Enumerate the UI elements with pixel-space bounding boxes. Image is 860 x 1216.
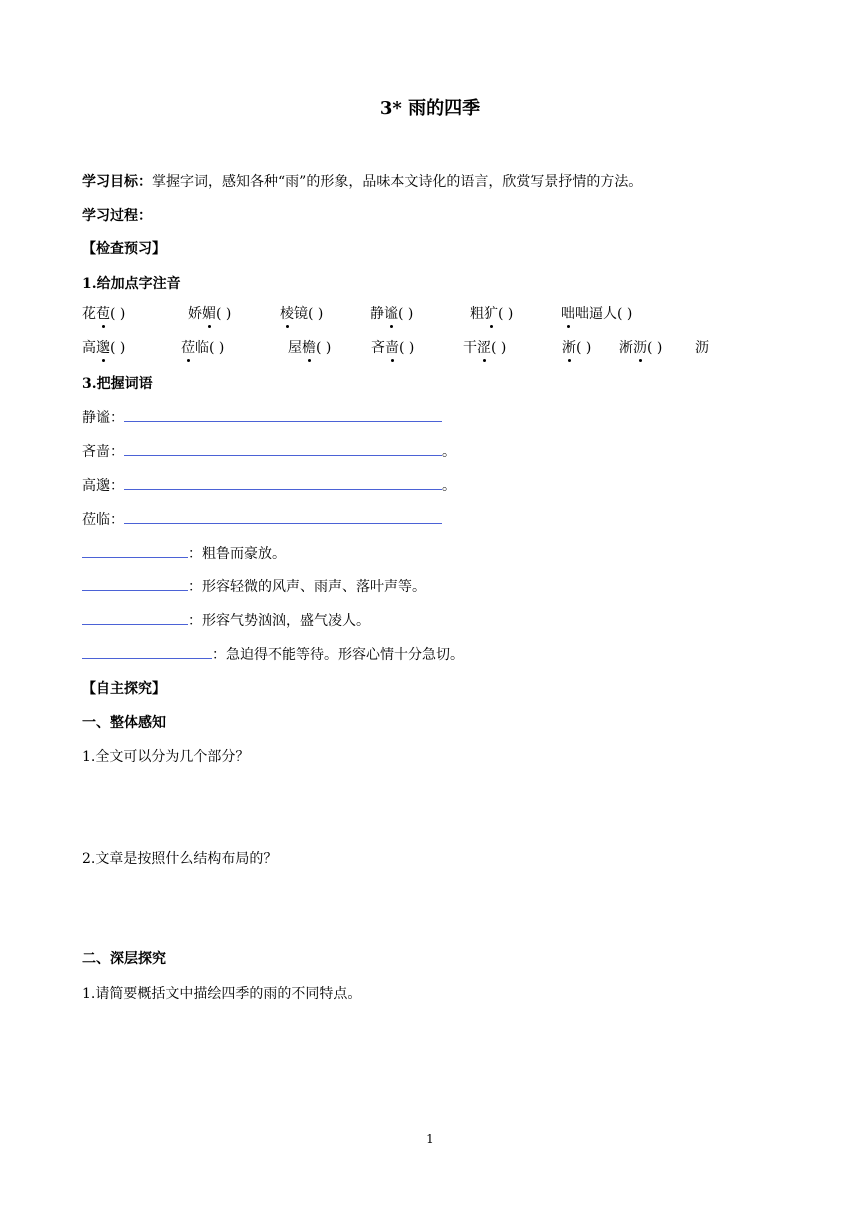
section-explore: 【自主探究】	[82, 681, 166, 697]
pinyin-item: 静谧( )	[370, 303, 413, 323]
answer-blank[interactable]	[82, 611, 188, 625]
word-line: 莅临：	[82, 509, 442, 529]
word-line: 高邈： 。	[82, 478, 456, 494]
definition-line: ：形容轻微的风声、雨声、落叶声等。	[82, 576, 426, 596]
page-number: 1	[426, 1132, 434, 1146]
part2-heading: 二、深层探究	[82, 951, 166, 967]
part1-question-1: 1.全文可以分为几个部分？	[82, 749, 250, 765]
part2-question-1: 1.请简要概括文中描绘四季的雨的不同特点。	[82, 986, 362, 1002]
answer-blank[interactable]	[124, 476, 442, 490]
pinyin-item: 棱镜( )	[280, 303, 323, 323]
pinyin-item: 高邈( )	[82, 337, 125, 357]
definition-line: ：粗鲁而豪放。	[82, 543, 286, 563]
objective-label: 学习目标：	[82, 174, 152, 190]
answer-blank[interactable]	[82, 577, 188, 591]
pinyin-item: 粗犷( )	[470, 303, 513, 323]
answer-blank[interactable]	[124, 442, 442, 456]
pinyin-item: 娇媚( )	[188, 303, 231, 323]
page-title: 3* 雨的四季	[379, 98, 481, 119]
pinyin-item: 莅临( )	[181, 337, 224, 357]
answer-blank[interactable]	[82, 645, 212, 659]
pinyin-item: 淅( )	[562, 337, 591, 357]
q3-heading: 3.把握词语	[82, 376, 153, 392]
word-line: 吝啬： 。	[82, 444, 456, 460]
section-preview: 【检查预习】	[82, 241, 166, 257]
process-label: 学习过程：	[82, 208, 152, 224]
answer-blank[interactable]	[82, 544, 188, 558]
pinyin-item: 屋檐( )	[288, 337, 331, 357]
pinyin-item: 沥	[695, 340, 709, 356]
part1-question-2: 2.文章是按照什么结构布局的？	[82, 851, 278, 867]
definition-line: ：形容气势汹汹，盛气凌人。	[82, 610, 370, 630]
answer-blank[interactable]	[124, 408, 442, 422]
learning-objective	[82, 171, 642, 191]
word-line: 静谧：	[82, 407, 442, 427]
q1-heading: 1.给加点字注音	[82, 276, 181, 292]
definition-line: ：急迫得不能等待。形容心情十分急切。	[82, 644, 464, 664]
pinyin-item: 花苞( )	[82, 303, 125, 323]
pinyin-item: 咄咄逼人( )	[561, 303, 632, 323]
answer-blank[interactable]	[124, 510, 442, 524]
part1-heading: 一、整体感知	[82, 715, 166, 731]
pinyin-item: 干涩( )	[463, 337, 506, 357]
pinyin-item: 淅沥( )	[619, 337, 662, 357]
objective-text: 掌握字词，感知各种“雨”的形象，品味本文诗化的语言，欣赏写景抒情的方法。	[152, 174, 643, 190]
pinyin-item: 吝啬( )	[371, 337, 414, 357]
